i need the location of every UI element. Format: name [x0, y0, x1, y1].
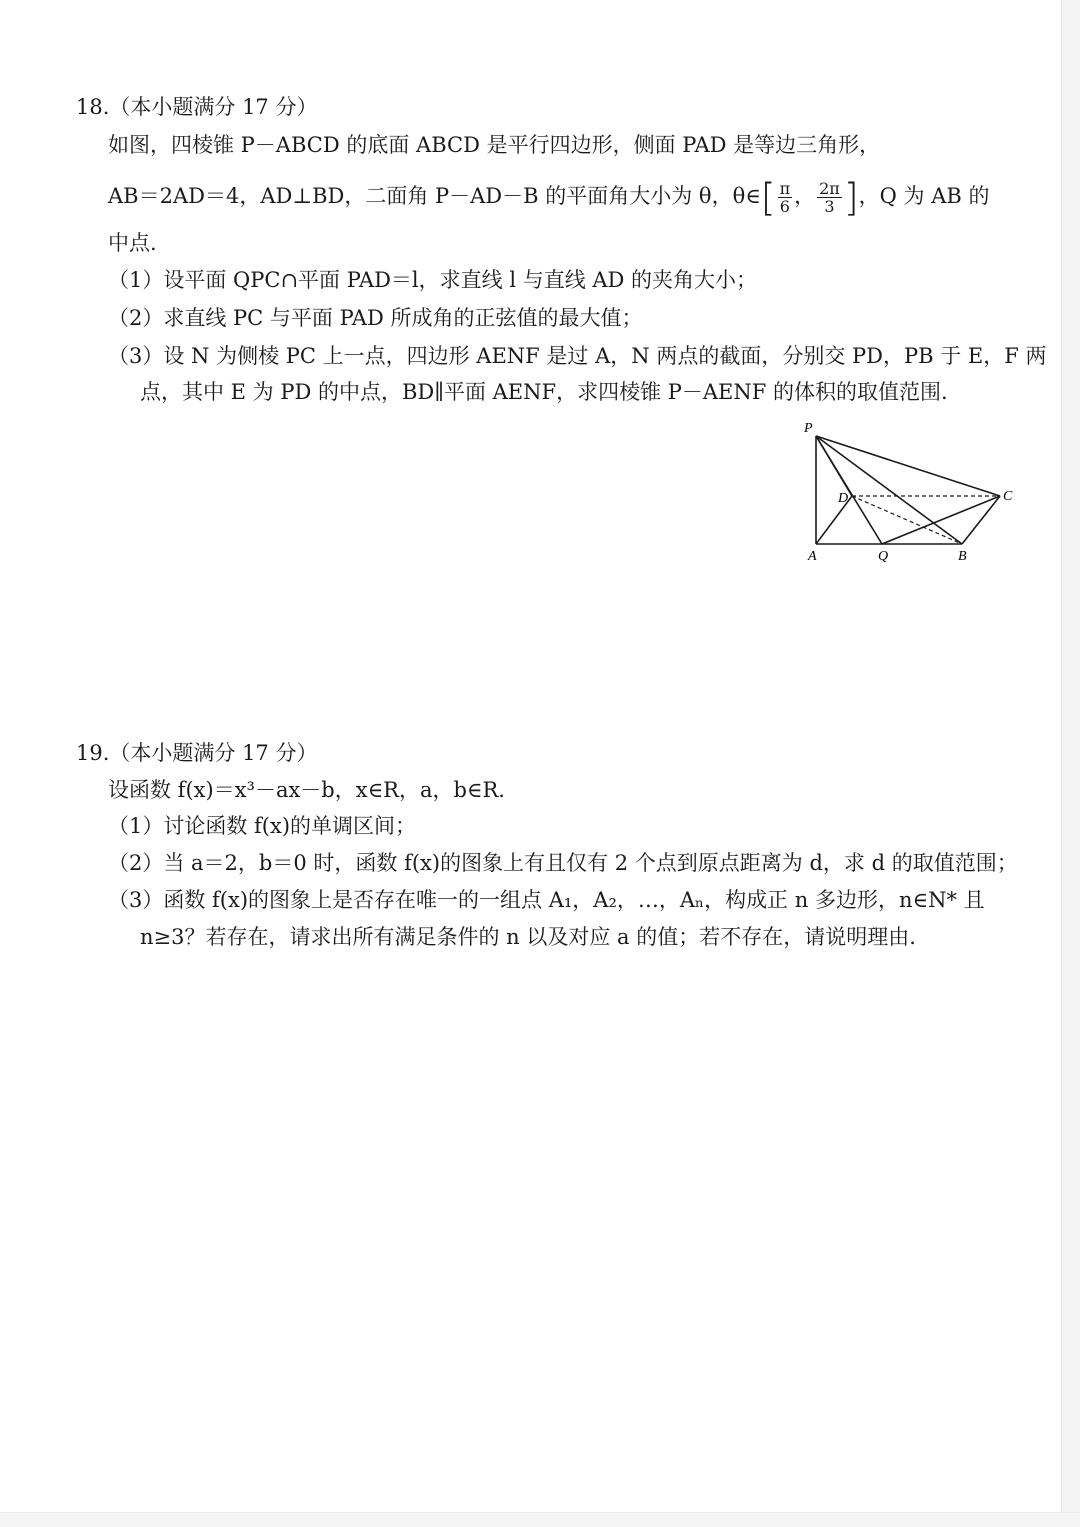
problem-18-line-1: 如图，四棱锥 P－ABCD 的底面 ABCD 是平行四边形，侧面 PAD 是等边三角形， [108, 133, 881, 157]
page-edge-bottom [0, 1512, 1080, 1527]
problem-18-line-3: 中点. [108, 231, 157, 255]
problem-18-q3-line-2: 点，其中 E 为 PD 的中点，BD∥平面 AENF，求四棱锥 P－AENF 的体积的取值范围. [140, 380, 948, 404]
problem-19-q1: （1）讨论函数 f(x)的单调区间； [108, 814, 417, 838]
left-bracket: [ [760, 175, 776, 220]
label-B: B [958, 549, 967, 564]
page-edge-right [1061, 0, 1080, 1527]
problem-19-q2: （2）当 a＝2，b＝0 时，函数 f(x)的图象上有且仅有 2 个点到原点距离为 d，求 d 的取值范围； [108, 851, 1018, 875]
problem-18-header: 18.（本小题满分 17 分） [76, 95, 318, 119]
label-C: C [1003, 489, 1013, 504]
label-D: D [838, 491, 849, 506]
fraction-numerator: π [779, 179, 791, 198]
fraction-separator: ， [794, 184, 816, 208]
problem-18-line-2-text: AB＝2AD＝4，AD⊥BD，二面角 P－AD－B 的平面角大小为 θ，θ∈ [108, 184, 761, 208]
label-Q: Q [878, 549, 889, 564]
fraction-2pi-over-3 [817, 180, 842, 215]
fraction-pi-over-6 [778, 180, 793, 215]
problem-18-line-2-tail: ，Q 为 AB 的 [858, 184, 990, 208]
fraction-numerator: 2π [819, 179, 840, 198]
label-A: A [808, 549, 817, 564]
edge-PC [816, 436, 1000, 496]
problem-19-line-1: 设函数 f(x)＝x³－ax－b，x∈R，a，b∈R. [108, 778, 505, 802]
edge-PB [816, 436, 962, 544]
problem-18-q2: （2）求直线 PC 与平面 PAD 所成角的正弦值的最大值； [108, 306, 643, 330]
problem-18-q1: （1）设平面 QPC∩平面 PAD＝l，求直线 l 与直线 AD 的夹角大小； [108, 268, 758, 292]
problem-18-line-2 [108, 175, 990, 220]
fraction-denominator: 6 [779, 197, 790, 216]
edge-PD [816, 436, 852, 496]
problem-19-q3-line-2: n≥3？若存在，请求出所有满足条件的 n 以及对应 a 的值；若不存在，请说明理由. [140, 925, 916, 949]
problem-19-header: 19.（本小题满分 17 分） [76, 741, 318, 765]
fraction-denominator: 3 [824, 197, 835, 216]
segment-QC [882, 496, 1000, 544]
right-bracket: ] [843, 175, 859, 220]
label-P: P [804, 421, 813, 436]
problem-18-q3-line-1: （3）设 N 为侧棱 PC 上一点，四边形 AENF 是过 A，N 两点的截面，分别交 PD，PB 于 E，F 两 [108, 344, 1047, 368]
pyramid-figure [796, 416, 1026, 566]
problem-19-q3-line-1: （3）函数 f(x)的图象上是否存在唯一的一组点 A₁，A₂，…，Aₙ，构成正 n 多边形，n∈N* 且 [108, 888, 985, 912]
